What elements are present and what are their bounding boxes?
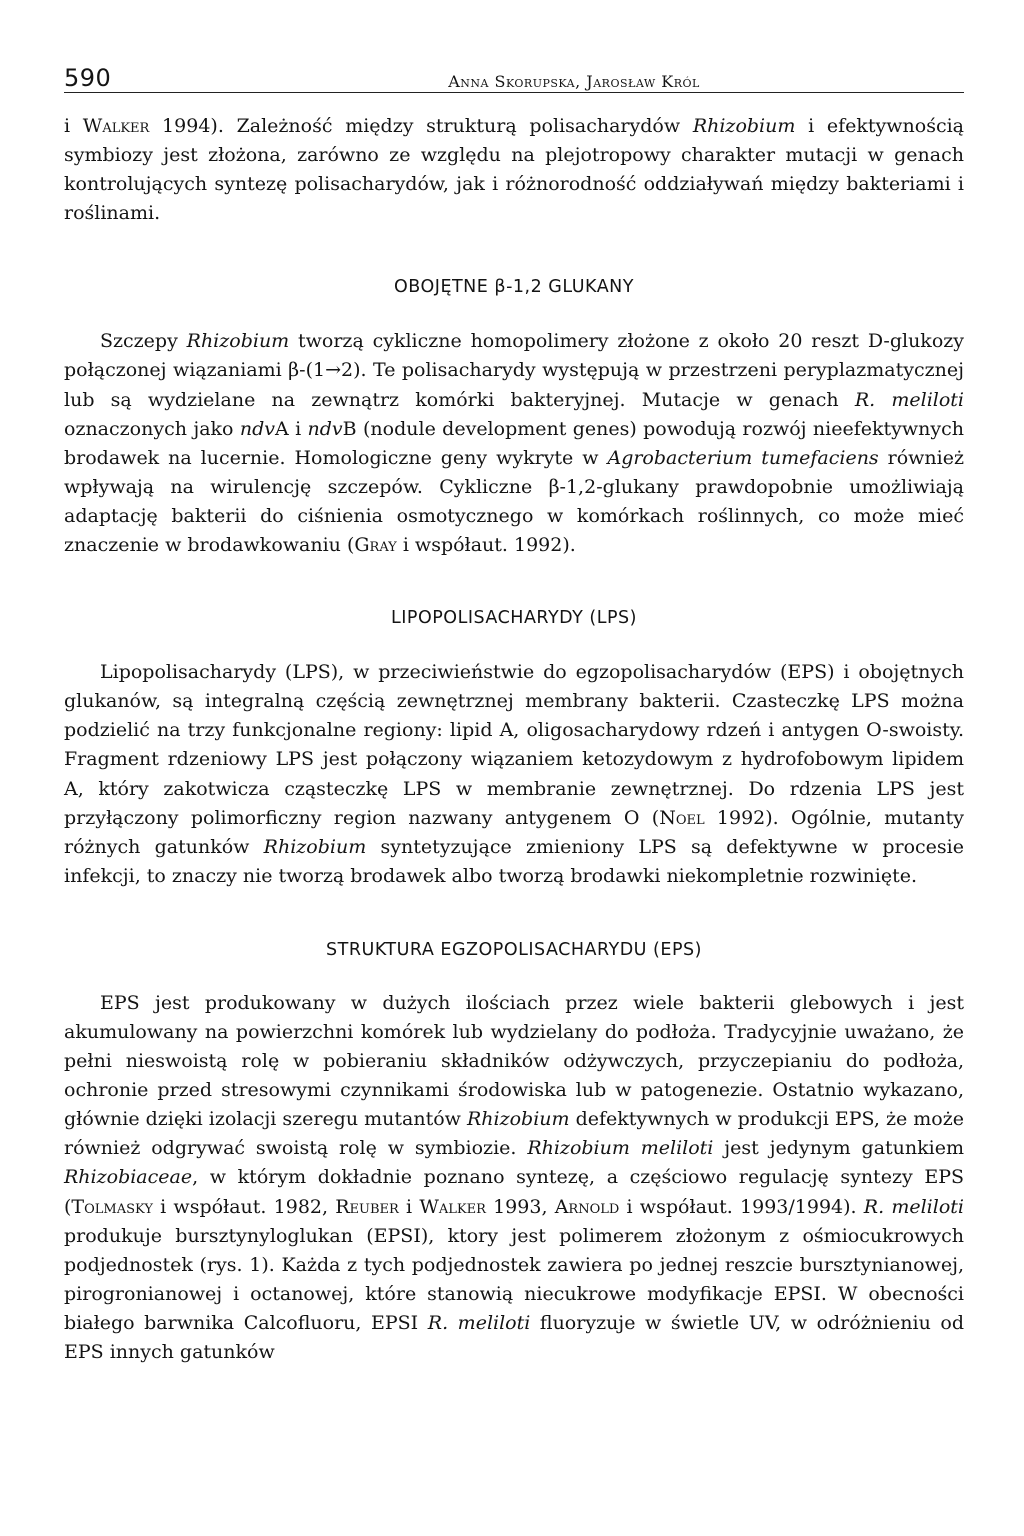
text-run: produkuje bursztynyloglukan (EPSI), ktory jest polimerem złożonym z ośmiocukrowych podjednostek (rys. 1). Każda z tych podjednostek zawiera po jednej reszcie bursztynianowej, pirogronianowej i octanowej, które stanowią niecukrowe modyfikacje EPSI. W obecności białego barwnika Calcofluoru, EPSI <box>64 1224 964 1334</box>
text-run: Lipopolisacharydy (LPS), w przeciwieństwie do egzopolisacharydów (EPS) i obojętnych glukanów, są integralną częścią zewnętrznej membrany bakterii. Czasteczkę LPS można podzielić na trzy funkcjonalne regiony: lipid A, oligosacharydowy rdzeń i antygen O-swoisty. Fragment rdzeniowy LPS jest połączony wiązaniem ketozydowym z hydrofobowym lipidem A, który zakotwicza cząsteczkę LPS w membranie zewnętrznej. Do rdzenia LPS jest przyłączony polimorficzny region nazwany antygenem O ( <box>64 661 964 829</box>
text-run: i współaut. 1992). <box>396 534 576 557</box>
page-header <box>64 60 964 93</box>
species-name: Rhizobium meliloti <box>527 1137 714 1160</box>
species-name: R. meliloti <box>863 1195 964 1218</box>
species-name: R. meliloti <box>427 1311 531 1334</box>
gene-name: ndv <box>307 417 343 440</box>
text-run: i efektywnością symbiozy jest złożona, zarówno ze względu na plejotropowy charakter mutacji w genach kontrolujących syntezę polisacharydów, jak i różnorodność oddziaływań między bakteriami i roślinami. <box>64 115 965 225</box>
text-run: syntetyzujące zmieniony LPS są defektywne w procesie infekcji, to znaczy nie tworzą brodawek albo tworzą brodawki niekompletnie rozwinięte. <box>64 835 964 887</box>
document-page <box>64 60 964 1367</box>
eps-paragraph <box>64 989 964 1367</box>
text-run: i współaut. 1982, <box>152 1195 336 1218</box>
section-heading-glucans: OBOJĘTNE β-1,2 GLUKANY <box>394 277 634 298</box>
text-run: i <box>64 115 71 137</box>
citation-author: Arnold <box>554 1195 620 1218</box>
genus-name: Rhizobium <box>692 115 796 137</box>
text-run: 1992). Ogólnie, mutanty różnych gatunków <box>64 806 964 858</box>
text-run: Szczepy <box>100 330 187 353</box>
running-head-authors: Anna Skorupska, Jarosław Król <box>448 72 700 91</box>
page-number: 590 <box>64 64 112 92</box>
text-run: A i <box>275 417 308 440</box>
citation-author: Gray <box>354 534 397 557</box>
species-name: R. meliloti <box>854 388 965 411</box>
text-run: i <box>398 1195 420 1218</box>
text-run: B (nodule development genes) powodują rozwój nieefektywnych brodawek na lucernie. Homologiczne geny wykryte w <box>64 417 964 469</box>
species-name: Agrobacterium tumefaciens <box>607 446 879 469</box>
citation-author: Tolmasky <box>71 1195 153 1218</box>
citation-author: Reuber <box>335 1195 399 1218</box>
text-run: jest jedynym gatunkiem <box>713 1137 964 1160</box>
genus-name: Rhizobium <box>186 330 290 353</box>
citation-author: Noel <box>659 806 705 829</box>
genus-name: Rhizobium <box>263 835 367 858</box>
genus-name: Rhizobium <box>466 1108 570 1131</box>
text-run: defektywnych w produkcji EPS, że może również odgrywać swoistą rolę w symbiozie. <box>64 1108 964 1160</box>
citation-author: Walker <box>419 1195 486 1218</box>
text-run: , w którym dokładnie poznano syntezę, a częściowo regulację syntezy EPS ( <box>64 1166 964 1218</box>
lps-paragraph <box>64 658 964 891</box>
family-name: Rhizobiaceae <box>64 1166 193 1189</box>
section-heading-lps: LIPOPOLISACHARYDY (LPS) <box>391 608 637 629</box>
section-heading-eps: STRUKTURA EGZOPOLISACHARYDU (EPS) <box>326 939 702 960</box>
intro-paragraph <box>64 112 964 228</box>
glucans-paragraph <box>64 327 964 560</box>
text-run: 1994). Zależność między strukturą polisacharydów <box>149 115 693 137</box>
text-run: 1993, <box>485 1195 555 1218</box>
citation-author: Walker <box>82 115 150 137</box>
page-content <box>64 112 964 1367</box>
text-run: EPS jest produkowany w dużych ilościach przez wiele bakterii glebowych i jest akumulowany na powierzchni komórek lub wydzielany do podłoża. Tradycyjnie uważano, że pełni nieswoistą rolę w pobieraniu składników odżywczych, przyczepianiu do podłoża, ochronie przed stresowymi czynnikami środowiska lub w patogenezie. Ostatnio wykazano, głównie dzięki izolacji szeregu mutantów <box>64 991 964 1131</box>
text-run: również wpływają na wirulencję szczepów. Cykliczne β-1,2-glukany prawdopobnie umożliwiają adaptację bakterii do ciśnienia osmotycznego w komórkach roślinnych, co może mieć znaczenie w brodawkowaniu ( <box>64 446 964 557</box>
text-run: i współaut. 1993/1994). <box>619 1195 864 1218</box>
text-run: oznaczonych jako <box>64 417 240 440</box>
text-run: fluoryzuje w świetle UV, w odróżnieniu od EPS innych gatunków <box>64 1311 964 1363</box>
gene-name: ndv <box>239 417 275 440</box>
text-run: tworzą cykliczne homopolimery złożone z około 20 reszt D-glukozy połączonej wiązaniami β-(1→2). Te polisacharydy występują w przestrzeni peryplazmatycznej lub są wydzielane na zewnątrz komórki bakteryjnej. Mutacje w genach <box>64 330 965 411</box>
